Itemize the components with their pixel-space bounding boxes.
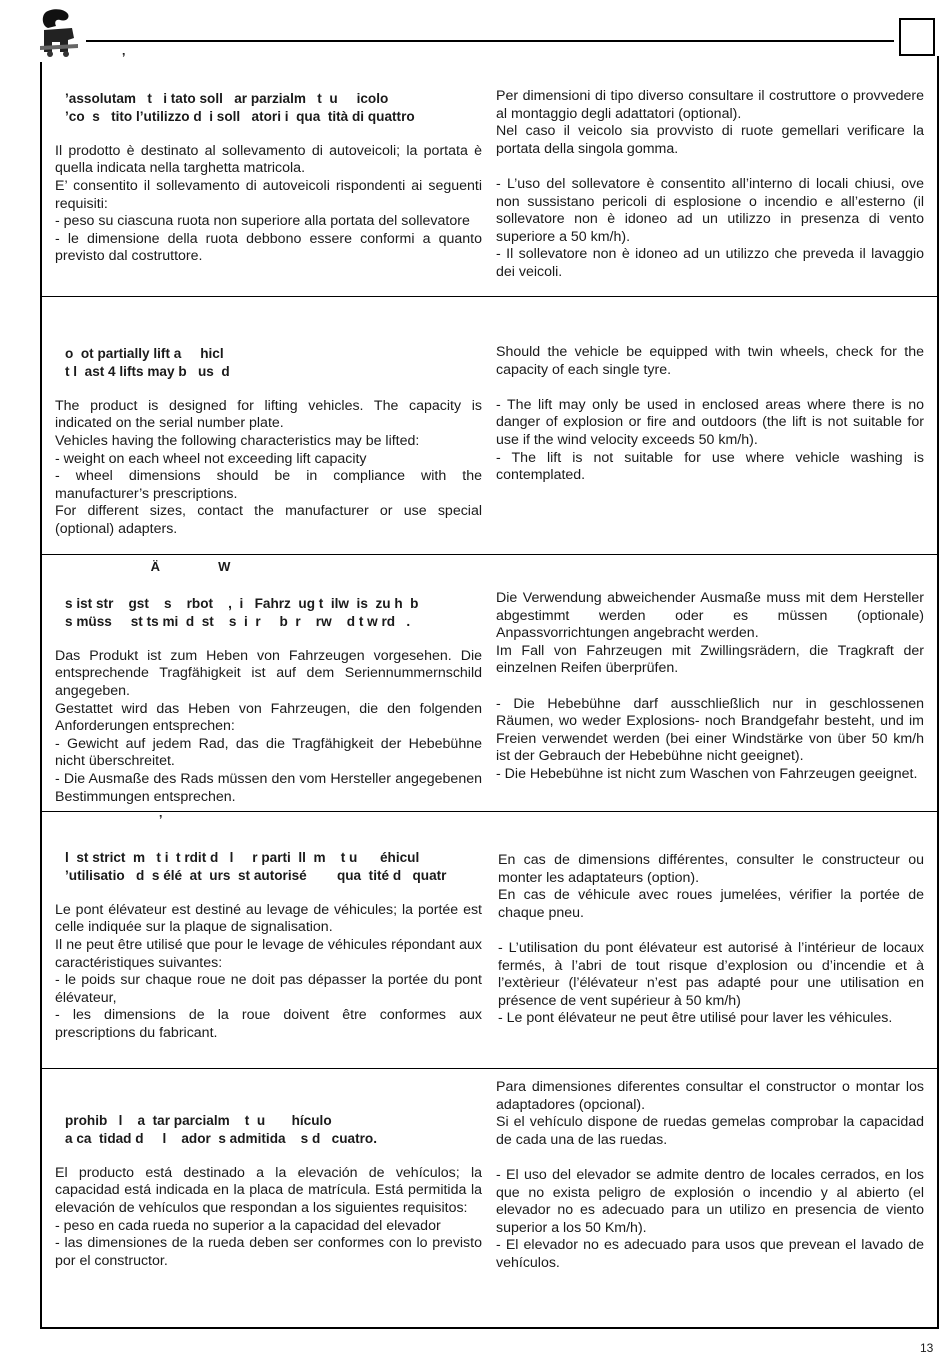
- paragraph: Il prodotto è destinato al sollevamento di autoveicoli; la portata è quella indicata nella targhetta matricola.: [55, 142, 482, 177]
- paragraph: - Il sollevatore non è idoneo ad un utilizzo che preveda il lavaggio dei veicoli.: [496, 246, 924, 280]
- paragraph: - El elevador no es adecuado para usos que prevean el lavado de vehículos.: [496, 1237, 924, 1271]
- paragraph: - le poids sur chaque roue ne doit pas dépasser la portée du pont élévateur,: [55, 972, 482, 1006]
- warning-line: t l ast 4 lifts may b us d: [65, 363, 230, 379]
- section-italian: [42, 48, 937, 296]
- page-number: 13: [920, 1341, 934, 1355]
- section-english: [42, 297, 937, 554]
- section-heading: ’: [52, 812, 164, 827]
- right-column: [496, 88, 924, 282]
- paragraph: - Die Hebebühne ist nicht zum Waschen von Fahrzeugen geeignet.: [496, 765, 918, 782]
- paragraph: - les dimensions de la roue doivent être conformes aux prescriptions du fabricant.: [55, 1007, 482, 1041]
- right-column: [496, 344, 924, 485]
- left-column: [55, 1112, 482, 1270]
- paragraph: Im Fall von Fahrzeugen mit Zwillingsrädern, die Tragkraft der einzelnen Reifen überprüfen.: [496, 642, 924, 677]
- paragraph: - L’utilisation du pont élévateur est autorisé à l’intérieur de locaux fermés, à l’abri de tout risque d’explosion ou d’incendie et à l’extèrieur (l’élévateur n’est pas adapté pour une utilisation en présence de vent supérieur à 50 km/h): [498, 939, 924, 1009]
- right-column: [496, 1079, 924, 1273]
- paragraph: - El uso del elevador se admite dentro de locales cerrados, en los que no exista peligro de explosión o incendio y al abierto (el elevador no es adecuado para un utilizo en presencia de viento superior a los 50 Km/h).: [496, 1166, 924, 1236]
- paragraph: E’ consentito il sollevamento di autoveicoli rispondenti ai seguenti requisiti:: [55, 177, 482, 212]
- paragraph: - peso en cada rueda no superior a la capacidad del elevador: [55, 1217, 441, 1234]
- left-column: [55, 345, 482, 539]
- paragraph: Le pont élévateur est destiné au levage de véhicules; la portée est celle indiquée sur la plaque de signalisation.: [55, 901, 482, 936]
- paragraph: - Gewicht auf jedem Rad, das die Tragfähigkeit der Hebebühne nicht überschreitet.: [55, 735, 482, 770]
- right-column: [498, 852, 924, 1028]
- section-heading: Ä W: [52, 559, 231, 574]
- warning-line: s ist str gst s rbot , i Fahrz ug t ilw is zu h b: [65, 596, 419, 611]
- section-spanish: [42, 1069, 937, 1327]
- paragraph: - Le pont élévateur ne peut être utilisé pour laver les véhicules.: [498, 1010, 893, 1027]
- warning-line: ’assolutam t i tato soll ar parzialm t u icolo: [65, 91, 389, 106]
- right-column: [496, 590, 924, 784]
- warning-line: l st strict m t i t rdit d l r parti ll m t u éhicul: [65, 850, 420, 865]
- warning-line: ’utilisatio d s élé at urs st autorisé qua tité d quatr: [65, 867, 447, 883]
- paragraph: Gestattet wird das Heben von Fahrzeugen, die den folgenden Anforderungen entsprechen:: [55, 700, 482, 735]
- paragraph: - Die Ausmaße des Rads müssen den vom Hersteller angegebenen Bestimmungen entsprechen.: [55, 770, 482, 805]
- warning-line: a ca tidad d l ador s admitida s d cuatro.: [65, 1130, 377, 1146]
- paragraph: - The lift may only be used in enclosed areas where there is no danger of explosion or fire and outdoors (the lift is not suitable for use if the wind velocity exceeds 50 km/h).: [496, 396, 924, 448]
- paragraph: Vehicles having the following characteristics may be lifted:: [55, 432, 420, 449]
- paragraph: - peso su ciascuna ruota non superiore alla portata del sollevatore: [55, 213, 470, 230]
- paragraph: - The lift is not suitable for use where vehicle washing is contemplated.: [496, 449, 924, 484]
- paragraph: - wheel dimensions should be in compliance with the manufacturer’s prescriptions.: [55, 468, 482, 502]
- paragraph: - Die Hebebühne darf ausschließlich nur in geschlossenen Räumen, wo weder Explosions- noch Brandgefahr besteht, und im Freien verwendet werden (bei einer Windstärke von über 50 km/h ist der Gebrauch der Hebebühne nicht geeignet).: [496, 695, 924, 765]
- section-heading: ’: [52, 50, 127, 65]
- warning-line: s müss st ts mi d st s i r b r rw d t w rd .: [65, 613, 411, 629]
- left-column: [55, 849, 482, 1043]
- paragraph: For different sizes, contact the manufacturer or use special (optional) adapters.: [55, 503, 482, 537]
- paragraph: - le dimensione della ruota debbono essere conformi a quanto previsto dal costruttore.: [55, 230, 482, 265]
- paragraph: Il ne peut être utilisé que pour le levage de véhicules répondant aux caractéristiques suivantes:: [55, 936, 482, 971]
- paragraph: El producto está destinado a la elevación de vehículos; la capacidad está indicada en la placa de matrícula. Está permitida la elevación de vehículos que respondan a los siguientes requisitos:: [55, 1164, 482, 1216]
- paragraph: Per dimensioni di tipo diverso consultare il costruttore o provvedere al montaggio degli adattatori (optional).: [496, 88, 924, 122]
- frame-right-border: [937, 56, 939, 1329]
- paragraph: En cas de dimensions différentes, consulter le constructeur ou monter les adaptateurs (option).: [498, 852, 924, 886]
- section-german: [42, 555, 937, 811]
- paragraph: Das Produkt ist zum Heben von Fahrzeugen vorgesehen. Die entsprechende Tragfähigkeit ist auf dem Seriennummernschild angegeben.: [55, 647, 482, 699]
- warning-line: o ot partially lift a hicl: [65, 346, 224, 361]
- paragraph: Si el vehículo dispone de ruedas gemelas comprobar la capacidad de cada una de las ruedas.: [496, 1114, 924, 1148]
- paragraph: - las dimensiones de la rueda deben ser conformes con lo previsto por el constructor.: [55, 1235, 482, 1269]
- paragraph: The product is designed for lifting vehicles. The capacity is indicated on the serial number plate.: [55, 397, 482, 432]
- header-rule: [86, 40, 894, 42]
- paragraph: Die Verwendung abweichender Ausmaße muss mit dem Hersteller abgestimmt werden oder es müssen (optionale) Anpassvorrichtungen angebracht werden.: [496, 590, 924, 642]
- paragraph: Para dimensiones diferentes consultar el constructor o montar los adaptadores (opcional).: [496, 1079, 924, 1113]
- paragraph: En cas de véhicule avec roues jumelées, vérifier la portée de chaque pneu.: [498, 887, 924, 921]
- left-column: [55, 595, 482, 806]
- warning-line: ’co s tito l’utilizzo d i soll atori i qua tità di quattro: [65, 108, 415, 124]
- paragraph: - L’uso del sollevatore è consentito all’interno di locali chiusi, ove non sussistano pericoli di esplosione o incendio e all’esterno (il sollevatore non è idoneo ad un utilizzo in presenza di vento superiore a 50 km/h).: [496, 175, 924, 245]
- warning-line: prohib l a tar parcialm t u hículo: [65, 1113, 332, 1128]
- frame-bottom-border: [40, 1327, 939, 1329]
- paragraph: - weight on each wheel not exceeding lift capacity: [55, 450, 367, 467]
- paragraph: Nel caso il veicolo sia provvisto di ruote gemellari verificare la portata della singola gomma.: [496, 123, 924, 157]
- section-french: [42, 812, 937, 1068]
- left-column: [55, 90, 482, 266]
- paragraph: Should the vehicle be equipped with twin wheels, check for the capacity of each single tyre.: [496, 344, 924, 378]
